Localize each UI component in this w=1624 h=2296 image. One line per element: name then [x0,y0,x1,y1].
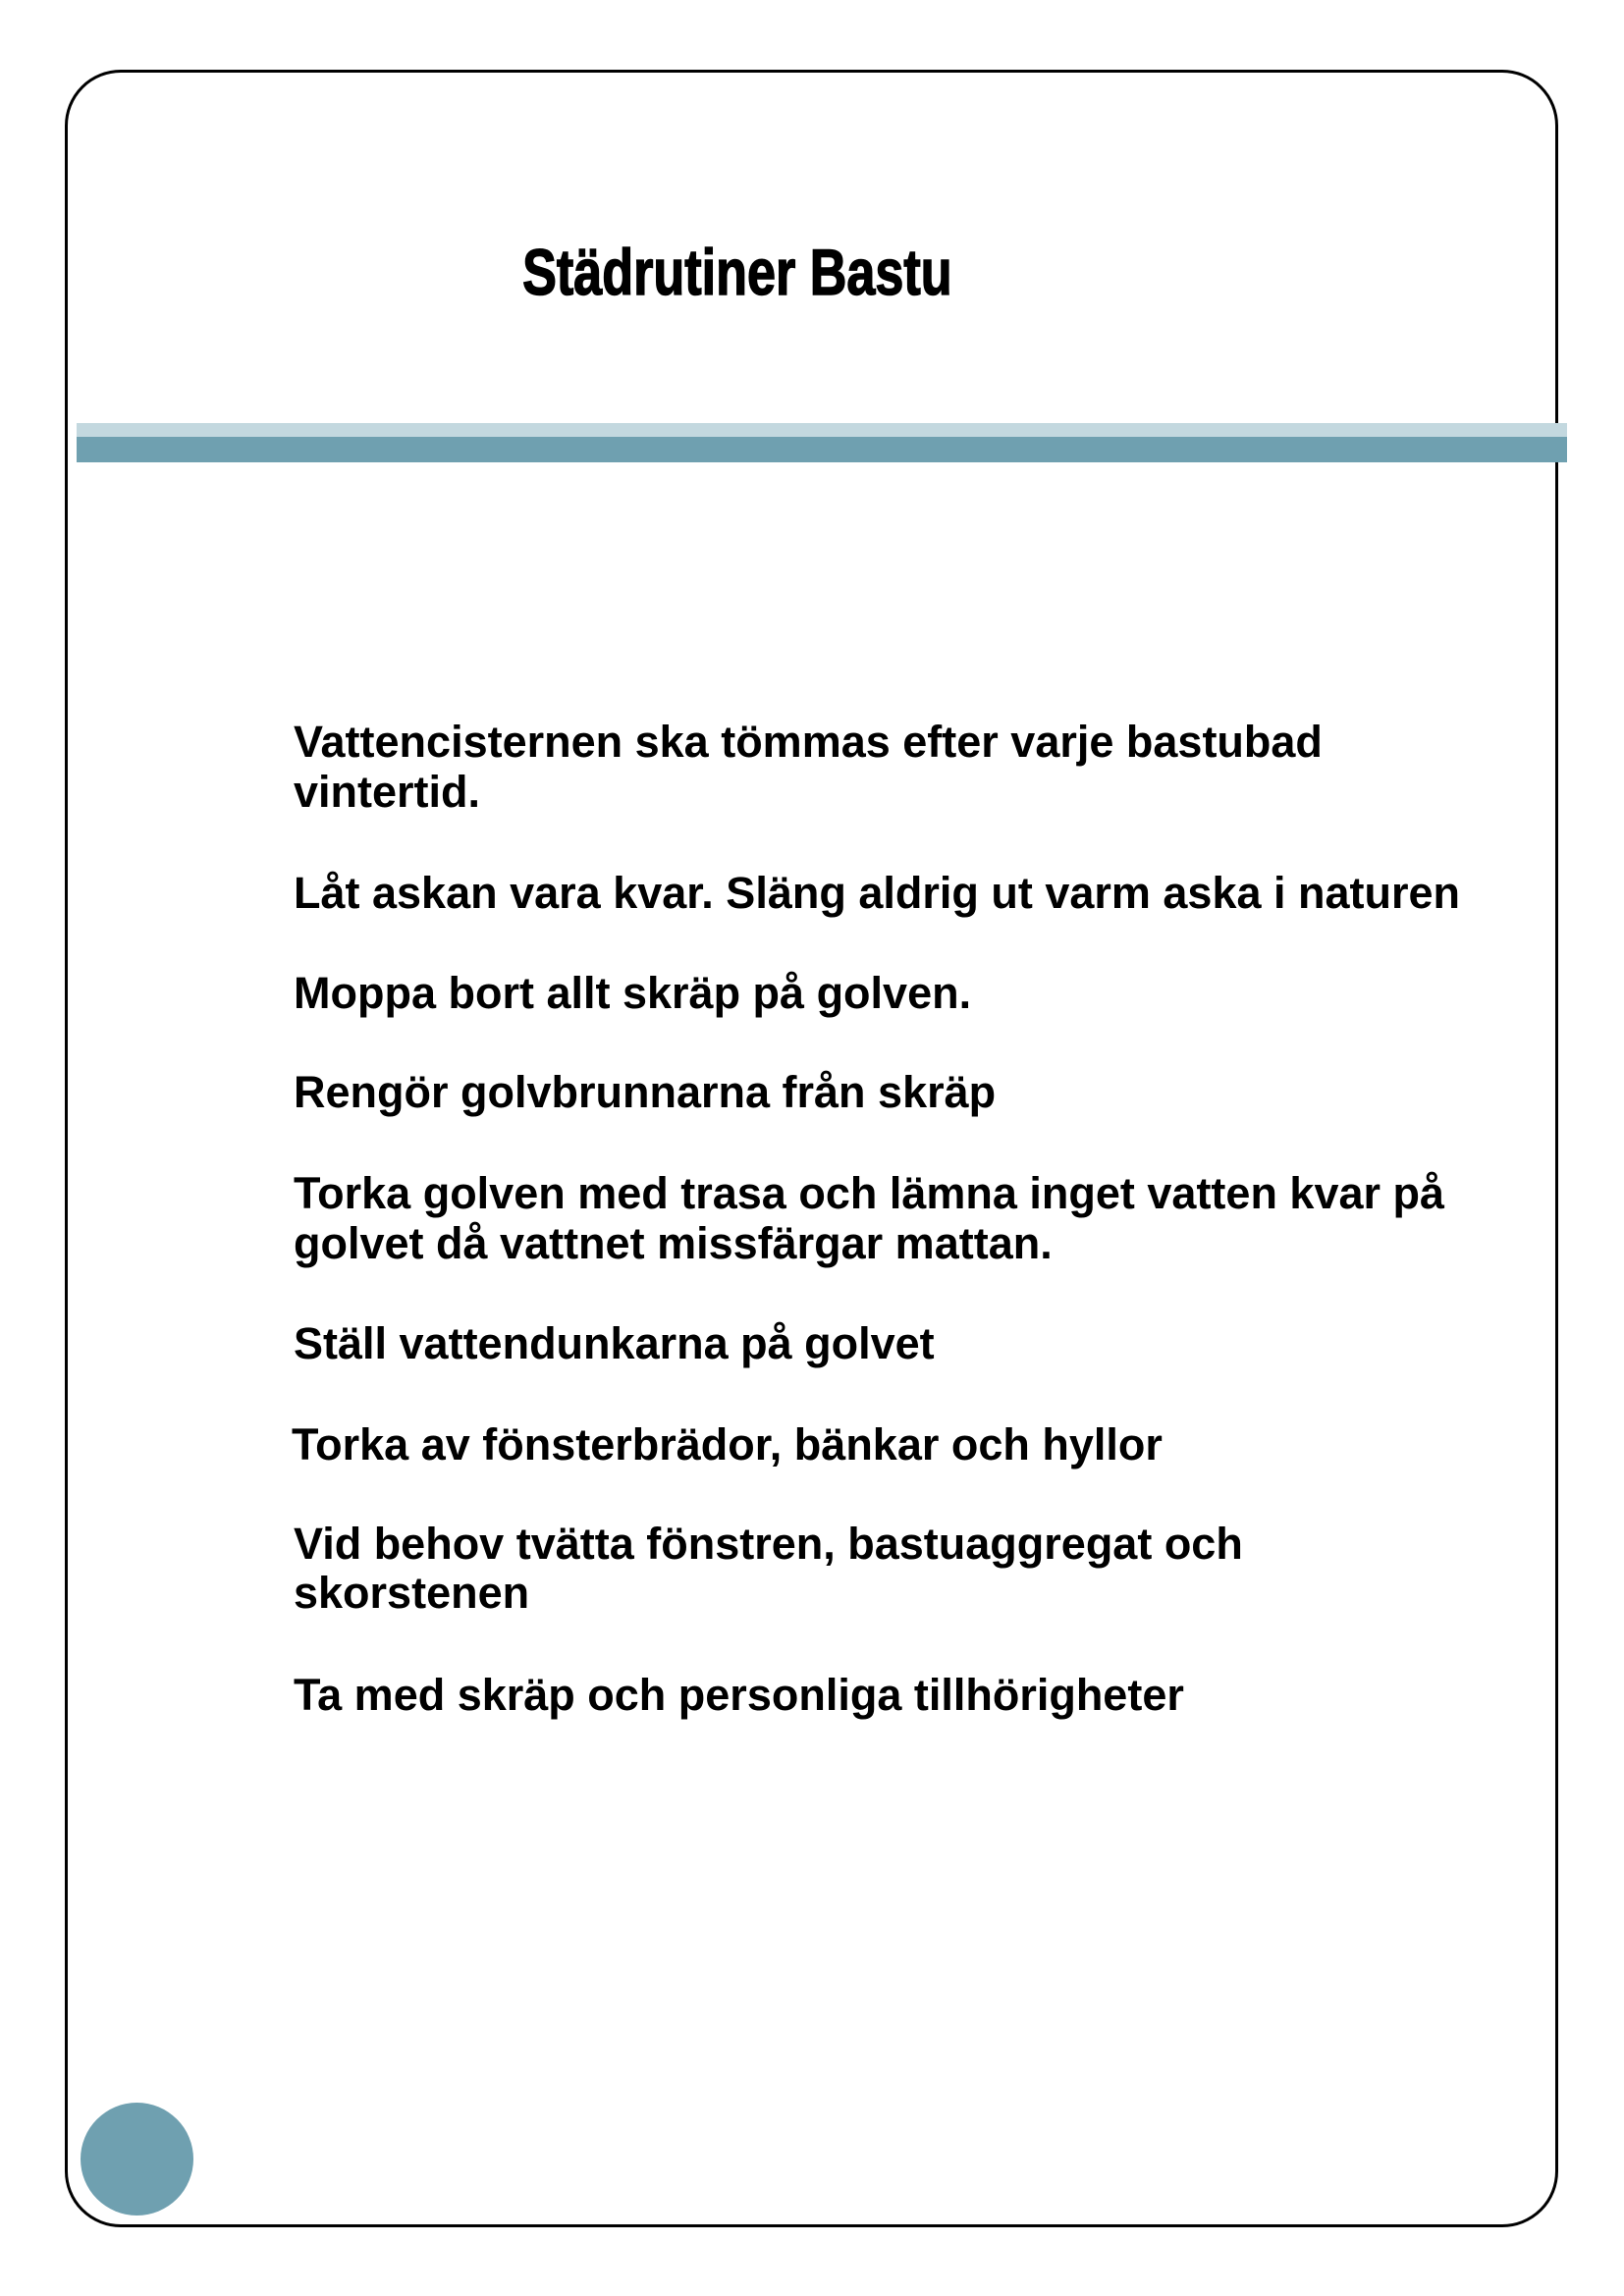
instruction-line: Ta med skräp och personliga tillhörigheter [294,1670,1184,1720]
instruction-line: Torka golven med trasa och lämna inget vatten kvar på [294,1168,1445,1218]
instruction-line: skorstenen [294,1568,530,1618]
header-divider-dark [77,437,1567,462]
instruction-line: Vattencisternen ska tömmas efter varje bastubad [294,717,1323,767]
instruction-line: Låt askan vara kvar. Släng aldrig ut varm aska i naturen [294,868,1461,918]
page-frame [65,70,1558,2227]
header-divider-light [77,423,1567,437]
instruction-line: Ställ vattendunkarna på golvet [294,1318,935,1368]
instruction-line: golvet då vattnet missfärgar mattan. [294,1218,1053,1268]
decorative-circle [81,2103,193,2216]
instruction-line: Moppa bort allt skräp på golven. [294,968,972,1018]
instruction-line: Vid behov tvätta fönstren, bastuaggregat och [294,1519,1243,1569]
title-container [0,236,1475,308]
instruction-line: vintertid. [294,767,481,817]
instruction-line: Rengör golvbrunnarna från skräp [294,1067,997,1117]
page-title: Städrutiner Bastu [522,236,952,308]
instruction-line: Torka av fönsterbrädor, bänkar och hyllor [292,1419,1163,1469]
